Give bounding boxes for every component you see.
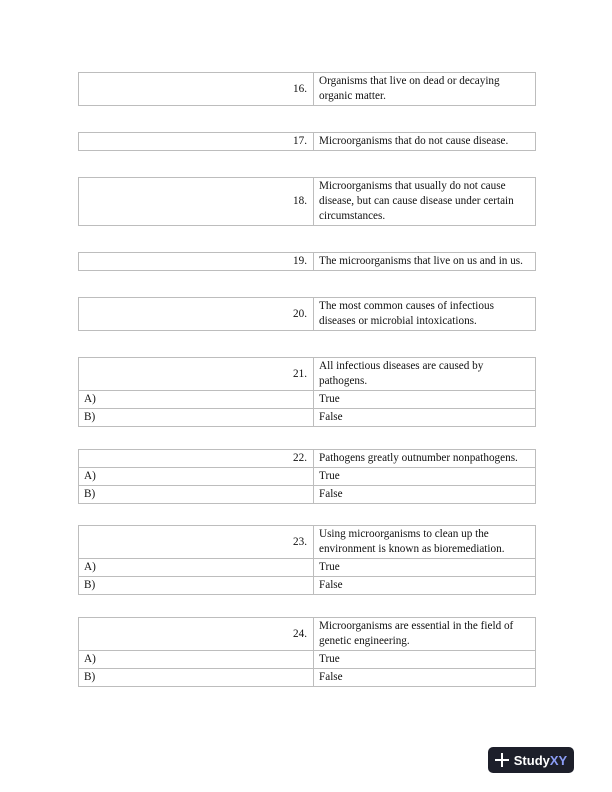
question-text: All infectious diseases are caused by pathogens. [314, 358, 536, 391]
question-text: Microorganisms that usually do not cause disease, but can cause disease under certain circumstances. [314, 178, 536, 226]
option-text: False [314, 669, 536, 687]
question-number: 23. [79, 526, 314, 559]
question-text: Microorganisms are essential in the field of genetic engineering. [314, 618, 536, 651]
question-number: 21. [79, 358, 314, 391]
option-letter: A) [79, 559, 314, 577]
option-text: True [314, 559, 536, 577]
option-text: True [314, 391, 536, 409]
question-24 [78, 617, 536, 687]
question-16 [78, 72, 536, 106]
option-text: False [314, 486, 536, 504]
question-18 [78, 177, 536, 226]
option-row[interactable] [79, 391, 536, 409]
question-text: Using microorganisms to clean up the environment is known as bioremediation. [314, 526, 536, 559]
brand-prefix: Study [513, 752, 550, 768]
option-row[interactable] [79, 559, 536, 577]
option-row[interactable] [79, 577, 536, 595]
option-text: False [314, 577, 536, 595]
studyxy-logo-badge[interactable] [488, 747, 574, 773]
question-text: The microorganisms that live on us and in us. [314, 253, 536, 271]
question-number: 24. [79, 618, 314, 651]
question-text: Microorganisms that do not cause disease. [314, 133, 536, 151]
option-letter: B) [79, 669, 314, 687]
question-text: Organisms that live on dead or decaying organic matter. [314, 73, 536, 106]
question-23 [78, 525, 536, 595]
question-22 [78, 449, 536, 504]
option-letter: B) [79, 409, 314, 427]
question-21 [78, 357, 536, 427]
question-number: 19. [79, 253, 314, 271]
option-text: True [314, 468, 536, 486]
question-text: Pathogens greatly outnumber nonpathogens. [314, 450, 536, 468]
question-number: 17. [79, 133, 314, 151]
option-row[interactable] [79, 669, 536, 687]
option-text: True [314, 651, 536, 669]
option-row[interactable] [79, 651, 536, 669]
option-letter: A) [79, 468, 314, 486]
option-text: False [314, 409, 536, 427]
question-number: 18. [79, 178, 314, 226]
option-letter: A) [79, 651, 314, 669]
question-number: 16. [79, 73, 314, 106]
option-letter: A) [79, 391, 314, 409]
question-number: 20. [79, 298, 314, 331]
plus-icon [495, 753, 509, 767]
option-row[interactable] [79, 468, 536, 486]
question-19 [78, 252, 536, 271]
option-row[interactable] [79, 486, 536, 504]
option-row[interactable] [79, 409, 536, 427]
option-letter: B) [79, 577, 314, 595]
question-text: The most common causes of infectious diseases or microbial intoxications. [314, 298, 536, 331]
option-letter: B) [79, 486, 314, 504]
brand-name [514, 753, 567, 768]
question-number: 22. [79, 450, 314, 468]
question-20 [78, 297, 536, 331]
question-17 [78, 132, 536, 151]
brand-highlight: XY [549, 752, 568, 768]
